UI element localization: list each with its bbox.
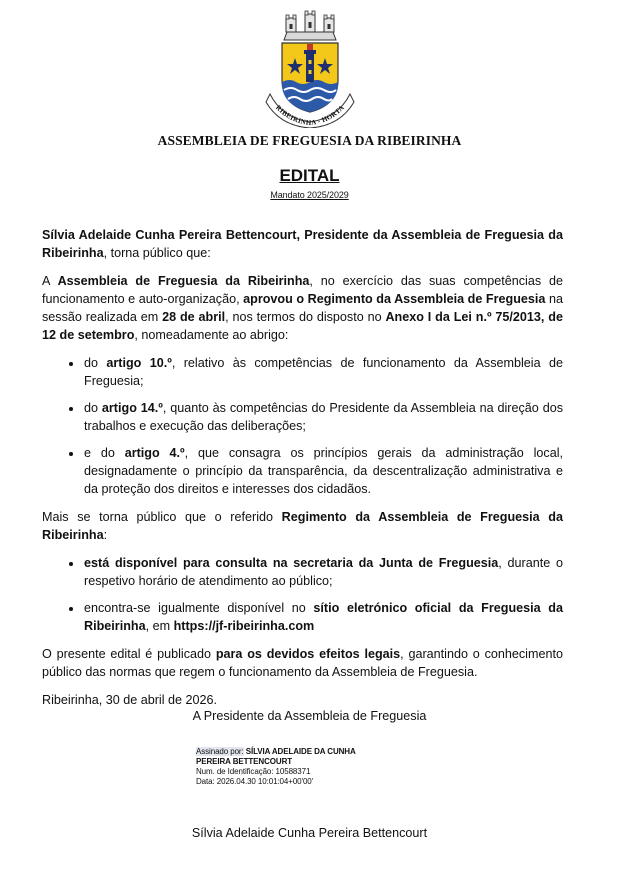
signature-date: Data: 2026.04.30 10:01:04+00'00' — [196, 777, 314, 786]
assembly-heading: ASSEMBLEIA DE FREGUESIA DA RIBEIRINHA — [157, 133, 462, 148]
text-run: na sessão realizada em — [42, 292, 563, 324]
signature-name-1: SÍLVIA ADELAIDE DA CUNHA — [245, 747, 356, 756]
list-item — [83, 354, 563, 390]
text-run: O presente edital é publicado — [42, 647, 216, 661]
approval-paragraph — [42, 272, 563, 344]
text-run: do — [84, 401, 102, 415]
text-run: , no exercício das suas competências de funcionamento e auto-organização, — [42, 274, 564, 306]
text-run: , que consagra os princípios gerais da administração local, designadamente o princípio da transparência, da descentralização administrativa e da proteção dos direitos e interesses dos cidadãos. — [84, 446, 563, 496]
bold-run: Regimento da Assembleia de Freguesia da Ribeirinha — [42, 510, 564, 542]
bold-run: 28 de abril — [162, 310, 226, 324]
legal-basis-list — [42, 354, 563, 498]
digital-signature — [196, 747, 376, 787]
text-run: Mais se torna público que o referido — [42, 510, 282, 524]
bold-run: artigo 10.º — [106, 356, 172, 370]
text-run: , garantindo o conhecimento público das normas que regem o funcionamento da Assembleia de Freguesia. — [42, 647, 563, 679]
signature-name-2: PEREIRA BETTENCOURT — [196, 757, 293, 766]
list-item — [83, 399, 563, 435]
edital-body — [42, 226, 563, 719]
text-run: A — [42, 274, 58, 288]
intro-text: , torna público que: — [103, 246, 211, 260]
bold-run: artigo 4.º — [124, 446, 185, 460]
intro-paragraph — [42, 226, 563, 262]
availability-paragraph — [42, 508, 563, 544]
text-run: , nomeadamente ao abrigo: — [134, 328, 289, 342]
list-item — [83, 599, 563, 635]
crest-motto: RIBEIRINHA - HORTA — [274, 103, 346, 128]
mandate-line: Mandato 2025/2029 — [270, 190, 349, 200]
availability-list — [42, 554, 563, 635]
bold-run: sítio eletrónico oficial da Freguesia da Ribeirinha — [84, 601, 563, 633]
signature-line-1 — [196, 747, 376, 757]
text-run: , durante o respetivo horário de atendimento ao público; — [84, 556, 563, 588]
bold-run: artigo 14.º — [101, 401, 163, 415]
list-item — [83, 554, 563, 590]
signature-label: Assinado por: — [196, 747, 244, 756]
bold-run: para os devidos efeitos legais — [215, 647, 401, 661]
text-run: , quanto às competências do Presidente da Assembleia na direção dos trabalhos e execução das deliberações; — [84, 401, 563, 433]
shield — [282, 43, 338, 112]
text-run: , nos termos do disposto no — [225, 310, 386, 324]
text-run: do — [84, 356, 107, 370]
president-name-bold: Sílvia Adelaide Cunha Pereira Bettencourt, Presidente da Assembleia de Freguesia da Ribeirinha — [42, 228, 563, 260]
document-title: EDITAL — [279, 166, 340, 185]
bold-run: Assembleia de Freguesia da Ribeirinha — [57, 274, 310, 288]
website-link: https://jf-ribeirinha.com — [173, 619, 315, 633]
bold-run: Anexo I da Lei n.º 75/2013, de 12 de setembro — [42, 310, 563, 342]
text-run: : — [103, 528, 108, 542]
parish-crest-icon — [262, 10, 358, 128]
text-run: e do — [84, 446, 125, 460]
bold-run: está disponível para consulta na secretaria da Junta de Freguesia — [84, 556, 499, 570]
mural-crown — [284, 11, 336, 40]
place-date: Ribeirinha, 30 de abril de 2026. — [42, 693, 218, 707]
list-item — [83, 444, 563, 498]
text-run: , em — [145, 619, 174, 633]
text-run: encontra-se igualmente disponível no — [84, 601, 314, 615]
president-title: A Presidente da Assembleia de Freguesia — [192, 709, 427, 723]
bold-run: aprovou o Regimento da Assembleia de Freguesia — [243, 292, 546, 306]
text-run: , relativo às competências de funcionamento da Assembleia de Freguesia; — [84, 356, 563, 388]
publication-paragraph — [42, 645, 563, 681]
signer-name: Sílvia Adelaide Cunha Pereira Bettencourt — [191, 826, 428, 840]
signature-id: Num. de Identificação: 10588371 — [196, 767, 311, 776]
